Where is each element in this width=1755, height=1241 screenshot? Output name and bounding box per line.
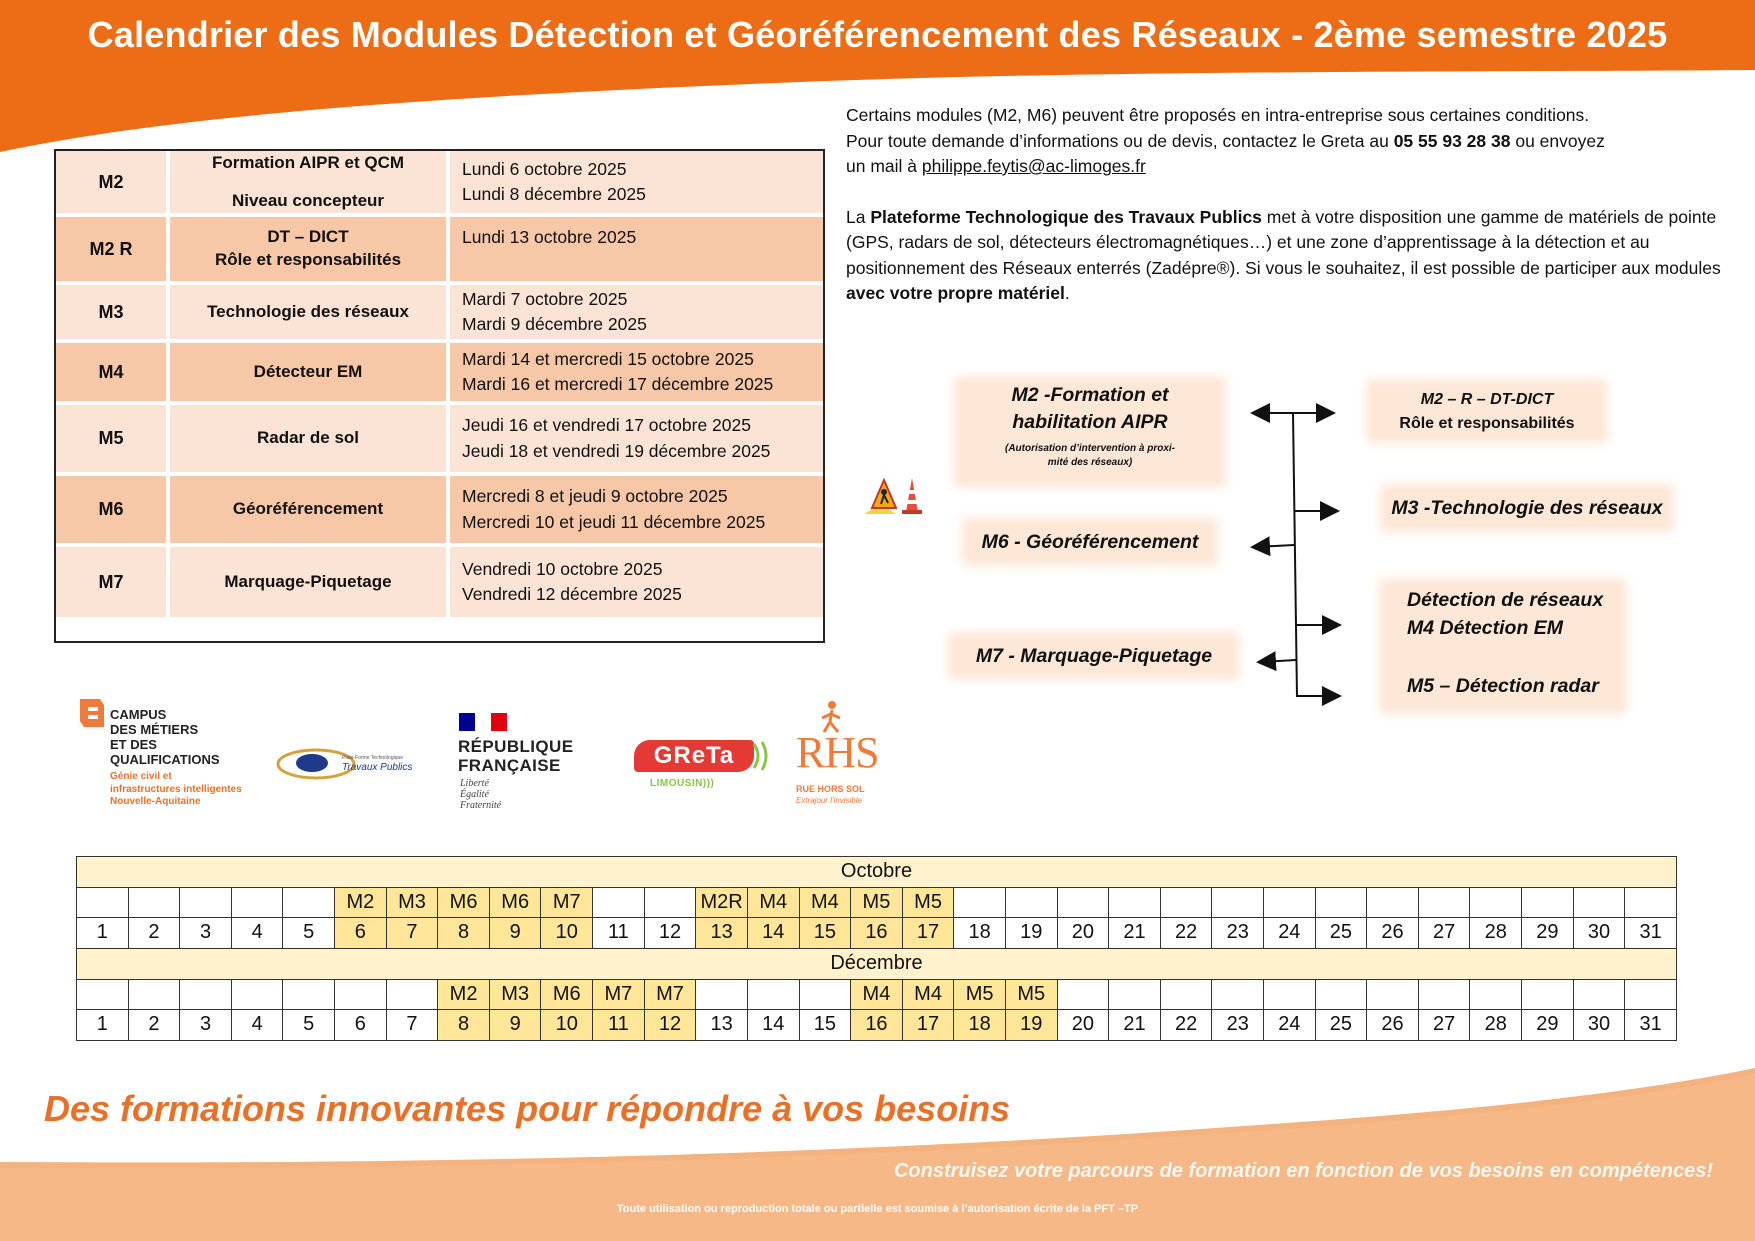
calendar-day-cell: 27 (1418, 1010, 1470, 1041)
info-line: ou envoyez (1510, 130, 1605, 151)
rhs-logo-text: RHS (796, 728, 879, 777)
calendar-day-cell: 2 (128, 918, 180, 949)
module-code: M7 (56, 547, 166, 617)
campus-logo-subtext: Génie civil et (110, 771, 172, 782)
diagram-m2-title: habilitation AIPR (1012, 411, 1168, 433)
diagram-m2r-subtitle: Rôle et responsabilités (1399, 415, 1575, 432)
calendar-day-cell: 19 (1005, 918, 1057, 949)
calendar-module-cell (1522, 979, 1574, 1010)
info-text-span: . (1064, 283, 1070, 303)
calendar-day-cell: 2 (128, 1010, 180, 1041)
marianne-flag-icon (459, 713, 507, 733)
calendar-day-cell: 10 (541, 918, 593, 949)
diagram-m2-note: (Autorisation d’intervention à proxi- (1004, 443, 1175, 454)
calendar-day-cell: 6 (335, 1010, 387, 1041)
calendar-module-cell (954, 887, 1006, 918)
calendar-module-cell: M7 (593, 979, 645, 1010)
calendar-day-cell: 4 (231, 1010, 283, 1041)
calendar-module-cell (231, 887, 283, 918)
calendar-module-cell (231, 979, 283, 1010)
module-name (170, 217, 446, 281)
calendar-module-cell: M7 (644, 979, 696, 1010)
calendar-day-row (77, 1010, 1677, 1041)
module-date: Mercredi 8 et jeudi 9 octobre 2025 (462, 486, 728, 507)
calendar-day-cell: 7 (386, 918, 438, 949)
calendar-day-cell: 1 (77, 918, 129, 949)
calendar-module-cell: M5 (1005, 979, 1057, 1010)
footer-slogan: Des formations innovantes pour répondre à vos besoins (44, 1088, 1011, 1129)
module-name-line: Radar de sol (256, 428, 360, 448)
calendar-module-cell: M6 (438, 887, 490, 918)
module-date: Lundi 13 octobre 2025 (462, 227, 637, 247)
calendar-module-cell (1057, 979, 1109, 1010)
calendar-day-cell: 28 (1470, 918, 1522, 949)
campus-logo-text: CAMPUS (110, 707, 167, 722)
intra-entreprise-paragraph (846, 103, 1726, 180)
module-name-line: Géoréférencement (232, 499, 384, 519)
plateforme-name: Plateforme Technologique des Travaux Publics (870, 206, 1262, 227)
calendar-day-cell: 19 (1005, 1010, 1057, 1041)
calendar-module-cell (1160, 979, 1212, 1010)
module-dates (450, 343, 823, 401)
calendar-module-cell: M4 (799, 887, 851, 918)
republique-francaise-logo (458, 713, 578, 813)
module-dates (450, 547, 823, 617)
calendar-day-cell: 31 (1625, 918, 1677, 949)
calendar-module-cell (335, 979, 387, 1010)
calendar-module-cell (180, 979, 232, 1010)
module-row (56, 285, 823, 339)
calendar-module-cell: M4 (902, 979, 954, 1010)
diagram-box-m2r (1372, 385, 1602, 437)
calendar-module-cell: M5 (954, 979, 1006, 1010)
campus-logo-text: QUALIFICATIONS (110, 752, 220, 767)
calendar-day-cell: 23 (1212, 918, 1264, 949)
own-equipment-text: avec votre propre matériel (846, 283, 1065, 303)
module-date: Jeudi 18 et vendredi 19 décembre 2025 (462, 440, 771, 461)
module-table (54, 149, 825, 643)
calendar-module-cell (696, 979, 748, 1010)
calendar-day-cell: 13 (696, 918, 748, 949)
calendar-day-cell: 26 (1367, 1010, 1419, 1041)
module-name-line: Formation AIPR et QCM (211, 153, 405, 172)
calendar-day-cell: 9 (489, 1010, 541, 1041)
calendar-day-cell: 27 (1418, 918, 1470, 949)
calendar-day-cell: 16 (851, 1010, 903, 1041)
module-dates (450, 217, 823, 281)
module-code: M3 (56, 285, 166, 339)
calendar-day-cell: 13 (696, 1010, 748, 1041)
module-dates (450, 285, 823, 339)
roadworks-icon (862, 468, 924, 516)
module-name-line: Rôle et responsabilités (214, 250, 402, 269)
calendar-day-cell: 20 (1057, 1010, 1109, 1041)
rf-motto: Liberté (460, 778, 489, 789)
campus-logo (74, 697, 274, 815)
module-code: M4 (56, 343, 166, 401)
calendar-module-cell (386, 979, 438, 1010)
module-name-line: DT – DICT (267, 227, 349, 247)
module-name-line: Marquage-Piquetage (224, 571, 392, 591)
diagram-connectors (1240, 395, 1360, 715)
calendar-day-cell: 5 (283, 1010, 335, 1041)
calendar-module-cell (1109, 887, 1161, 918)
info-text (846, 103, 1726, 332)
calendar-module-cell (1264, 979, 1316, 1010)
info-text-span: met à votre disposition une gamme de matériels de pointe (GPS, radars de sol, détecteurs électromagnétiques…) et une zone d’apprentissage à la détection et au positionnement des Réseaux enterrés (Zadépre®). Si vous le souhaitez, il est possible de participer aux modules (846, 206, 1721, 278)
calendar-day-cell: 29 (1522, 918, 1574, 949)
calendar-module-cell (1625, 979, 1677, 1010)
diagram-m7-label: M7 - Marquage-Piquetage (975, 645, 1213, 667)
calendar-module-cell: M2 (335, 887, 387, 918)
calendar-module-cell: M6 (489, 887, 541, 918)
pft-tp-logo (276, 745, 422, 785)
calendar-day-cell: 14 (747, 918, 799, 949)
calendar-module-cell (1522, 887, 1574, 918)
module-code: M5 (56, 405, 166, 472)
calendar-day-cell: 11 (593, 1010, 645, 1041)
calendar-day-cell: 29 (1522, 1010, 1574, 1041)
diagram-box-m3 (1386, 490, 1668, 526)
calendar-module-cell: M3 (489, 979, 541, 1010)
greta-waves-icon (750, 740, 772, 772)
calendar-day-cell: 12 (644, 918, 696, 949)
module-dates (450, 405, 823, 472)
calendar-day-cell: 22 (1160, 1010, 1212, 1041)
calendar-day-cell: 1 (77, 1010, 129, 1041)
calendar-module-cell: M3 (386, 887, 438, 918)
greta-logo-subtext: LIMOUSIN))) (650, 778, 715, 789)
pft-logo-text: Travaux Publics (342, 762, 413, 773)
module-row (56, 151, 823, 213)
info-line: Pour toute demande d’informations ou de devis, contactez le Greta au (846, 130, 1394, 151)
diagram-m4-label: M4 Détection EM (1407, 617, 1564, 639)
greta-limousin-logo (632, 738, 772, 794)
diagram-box-m7 (954, 638, 1234, 674)
calendar-day-cell: 12 (644, 1010, 696, 1041)
calendar-day-cell: 9 (489, 918, 541, 949)
module-name-line: Détecteur EM (253, 361, 363, 381)
calendar-module-cell (1418, 979, 1470, 1010)
calendar-day-cell: 20 (1057, 918, 1109, 949)
calendar-module-cell (1573, 979, 1625, 1010)
info-line: Certains modules (M2, M6) peuvent être proposés en intra-entreprise sous certaines conditions. (846, 105, 1590, 125)
module-date: Mardi 7 octobre 2025 (462, 288, 628, 309)
calendar-month-label: Octobre (77, 857, 1677, 888)
calendar-module-cell (283, 887, 335, 918)
diagram-m2-note: mité des réseaux) (1047, 457, 1133, 468)
calendar-module-cell: M4 (851, 979, 903, 1010)
module-name (170, 476, 446, 543)
module-row (56, 343, 823, 401)
calendar-module-cell (180, 887, 232, 918)
module-name (170, 343, 446, 401)
diagram-m3-label: M3 -Technologie des réseaux (1391, 497, 1663, 519)
calendar-month-label: Décembre (77, 949, 1677, 980)
campus-logo-text: DES MÉTIERS (110, 722, 199, 737)
calendar-module-cell (1315, 887, 1367, 918)
calendar-day-cell: 24 (1264, 918, 1316, 949)
module-name-line: Niveau concepteur (231, 191, 385, 210)
module-date: Lundi 8 décembre 2025 (462, 184, 646, 204)
calendar-day-cell: 31 (1625, 1010, 1677, 1041)
calendar-day-cell: 8 (438, 918, 490, 949)
calendar-day-cell: 5 (283, 918, 335, 949)
calendar-day-cell: 3 (180, 918, 232, 949)
calendar-day-cell: 3 (180, 1010, 232, 1041)
calendar-day-cell: 26 (1367, 918, 1419, 949)
footer-copyright: Toute utilisation ou reproduction totale ou partielle est soumise à l’autorisation écrite de la PFT –TP (616, 1203, 1139, 1215)
pft-logo-subtext: Plate-Forme Technologique (342, 755, 404, 761)
calendar-module-row (77, 979, 1677, 1010)
calendar-month-row (77, 949, 1677, 980)
rue-hors-sol-logo (792, 700, 879, 810)
module-date: Vendredi 12 décembre 2025 (462, 584, 682, 604)
calendar-module-cell: M4 (747, 887, 799, 918)
calendar-day-cell: 28 (1470, 1010, 1522, 1041)
module-date: Mardi 14 et mercredi 15 octobre 2025 (462, 348, 754, 369)
calendar-day-cell: 14 (747, 1010, 799, 1041)
calendar-module-cell (593, 887, 645, 918)
calendar-module-cell (77, 979, 129, 1010)
calendar-module-cell (1470, 887, 1522, 918)
calendar-module-cell (1470, 979, 1522, 1010)
calendar-day-cell: 24 (1264, 1010, 1316, 1041)
calendar-module-cell: M6 (541, 979, 593, 1010)
calendar-day-cell: 6 (335, 918, 387, 949)
calendar-day-cell: 10 (541, 1010, 593, 1041)
module-row (56, 476, 823, 543)
module-row (56, 405, 823, 472)
rhs-logo-tagline: Extrajour l'invisible (796, 796, 862, 805)
diagram-m6-label: M6 - Géoréférencement (981, 531, 1199, 553)
plateforme-paragraph (846, 205, 1726, 307)
calendar-day-cell: 25 (1315, 918, 1367, 949)
calendar-day-cell: 23 (1212, 1010, 1264, 1041)
calendar-december (76, 948, 1677, 1041)
module-code: M2 (56, 151, 166, 213)
calendar-module-cell (128, 979, 180, 1010)
page-title: Calendrier des Modules Détection et Géoréférencement des Réseaux - 2ème semestre 2025 (87, 14, 1668, 55)
greta-logo-text: GReTa (634, 740, 754, 772)
calendar-module-cell (283, 979, 335, 1010)
module-code: M2 R (56, 217, 166, 281)
diagram-detection-title: Détection de réseaux (1407, 589, 1604, 611)
rf-motto: Égalité (460, 789, 489, 800)
campus-logo-subtext: Nouvelle-Aquitaine (110, 796, 201, 807)
calendar-module-cell (1367, 887, 1419, 918)
calendar-day-row (77, 918, 1677, 949)
calendar-module-cell: M5 (851, 887, 903, 918)
calendar-module-cell (747, 979, 799, 1010)
calendar-day-cell: 18 (954, 1010, 1006, 1041)
module-date: Mercredi 10 et jeudi 11 décembre 2025 (462, 511, 766, 532)
calendar-day-cell: 21 (1109, 1010, 1161, 1041)
calendar-day-cell: 18 (954, 918, 1006, 949)
calendar-module-cell (1212, 979, 1264, 1010)
calendar-module-cell (1315, 979, 1367, 1010)
module-name (170, 285, 446, 339)
calendar-day-cell: 30 (1573, 918, 1625, 949)
calendar-module-cell (1625, 887, 1677, 918)
calendar-day-cell: 7 (386, 1010, 438, 1041)
calendar-module-cell (1109, 979, 1161, 1010)
module-date: Jeudi 16 et vendredi 17 octobre 2025 (462, 415, 751, 436)
calendar-module-cell (128, 887, 180, 918)
diagram-m2r-title: M2 – R – DT-DICT (1420, 391, 1554, 408)
calendar-day-cell: 21 (1109, 918, 1161, 949)
calendar-module-cell (1057, 887, 1109, 918)
calendar-month-row (77, 857, 1677, 888)
contact-email-link[interactable]: philippe.feytis@ac-limoges.fr (921, 156, 1146, 176)
calendar-module-cell (1367, 979, 1419, 1010)
campus-logo-subtext: infrastructures intelligentes (110, 783, 242, 795)
calendar-day-cell: 11 (593, 918, 645, 949)
rf-logo-text: RÉPUBLIQUE (458, 737, 574, 756)
calendar-module-cell: M7 (541, 887, 593, 918)
module-name (170, 151, 446, 213)
calendar-day-cell: 17 (902, 918, 954, 949)
calendar-module-cell: M2R (696, 887, 748, 918)
calendar-october (76, 856, 1677, 949)
info-text-span: La (846, 206, 871, 227)
calendar-day-cell: 15 (799, 1010, 851, 1041)
calendar-day-cell: 25 (1315, 1010, 1367, 1041)
calendar-module-row (77, 887, 1677, 918)
calendar-day-cell: 17 (902, 1010, 954, 1041)
module-date: Mardi 9 décembre 2025 (462, 314, 647, 334)
calendar-module-cell (1160, 887, 1212, 918)
calendar-module-cell (77, 887, 129, 918)
calendar-day-cell: 8 (438, 1010, 490, 1041)
diagram-box-m6 (968, 524, 1212, 560)
calendar-module-cell: M5 (902, 887, 954, 918)
calendar-module-cell (1212, 887, 1264, 918)
module-dates (450, 151, 823, 213)
module-name-line: Technologie des réseaux (207, 301, 409, 321)
module-code: M6 (56, 476, 166, 543)
module-date: Lundi 6 octobre 2025 (462, 158, 627, 179)
rhs-logo-subtext: RUE HORS SOL (796, 784, 865, 794)
module-name (170, 547, 446, 617)
info-line: un mail à (846, 156, 922, 176)
diagram-m2-title: M2 -Formation et (1011, 384, 1169, 406)
module-row (56, 217, 823, 281)
module-row (56, 547, 823, 617)
rf-logo-text: FRANÇAISE (458, 756, 561, 775)
module-name (170, 405, 446, 472)
campus-emblem-icon (76, 697, 106, 731)
calendar-module-cell (1264, 887, 1316, 918)
module-date: Mardi 16 et mercredi 17 décembre 2025 (462, 374, 774, 394)
calendar-day-cell: 4 (231, 918, 283, 949)
campus-logo-text: ET DES (110, 737, 157, 752)
diagram-box-detection (1385, 584, 1621, 708)
module-dates (450, 476, 823, 543)
footer-subslogan: Construisez votre parcours de formation en fonction de vos besoins en compétences! (893, 1160, 1713, 1182)
diagram-box-m2 (960, 382, 1220, 482)
calendar-day-cell: 15 (799, 918, 851, 949)
calendar-module-cell (1573, 887, 1625, 918)
calendar-module-cell (1005, 887, 1057, 918)
rf-motto: Fraternité (460, 800, 502, 811)
greta-phone[interactable]: 05 55 93 28 38 (1393, 130, 1511, 151)
calendar-module-cell: M2 (438, 979, 490, 1010)
calendar-module-cell (1418, 887, 1470, 918)
calendar-module-cell (644, 887, 696, 918)
calendar-day-cell: 22 (1160, 918, 1212, 949)
diagram-m5-label: M5 – Détection radar (1407, 675, 1599, 697)
calendar-day-cell: 30 (1573, 1010, 1625, 1041)
calendar-day-cell: 16 (851, 918, 903, 949)
calendar-module-cell (799, 979, 851, 1010)
module-date: Vendredi 10 octobre 2025 (462, 558, 663, 579)
